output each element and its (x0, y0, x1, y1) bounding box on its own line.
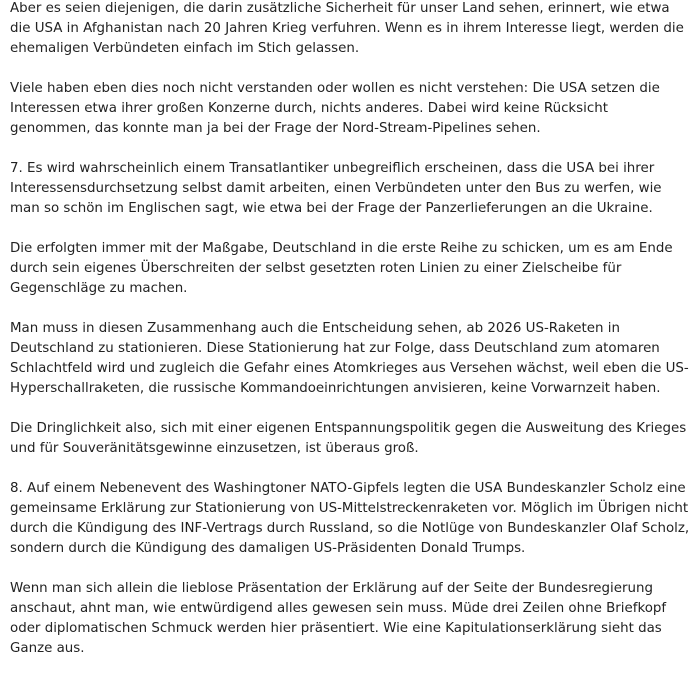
paragraph-afghanistan: Aber es seien diejenigen, die darin zusätzliche Sicherheit für unser Land sehen, erinnert, wie etwa die USA in Afghanistan nach 20 Jahren Krieg verfuhren. Wenn es in ihrem Interesse liegt, werden die ehemaligen Verbündeten einfach im Stich gelassen. (10, 1, 684, 56)
paragraph-point-8: 8. Auf einem Nebenevent des Washingtoner NATO-Gipfels legten die USA Bundeskanzler Scholz eine gemeinsame Erklärung zur Stationierung von US-Mittelstreckenraketen vor. Möglich im Übrigen nicht durch die Kündigung des INF-Vertrags durch Russland, so die Notlüge von Bundeskanzler Olaf Scholz, sondern durch die Kündigung des damaligen US-Präsidenten Donald Trumps. (10, 481, 690, 556)
paragraph-missile-stationing: Man muss in diesen Zusammenhang auch die Entscheidung sehen, ab 2026 US-Raketen in Deutschland zu stationieren. Diese Stationierung hat zur Folge, dass Deutschland zum atomaren Schlachtfeld wird und zugleich die Gefahr eines Atomkrieges aus Versehen wächst, weil eben die US-Hyperschallraketen, die russische Kommandoeinrichtungen anvisieren, keine Vorwarnzeit haben. (10, 321, 689, 396)
paragraph-point-7: 7. Es wird wahrscheinlich einem Transatlantiker unbegreiflich erscheinen, dass die USA bei ihrer Interessensdurchsetzung selbst damit arbeiten, einen Verbündeten unter den Bus zu werfen, wie man so schön im Englischen sagt, wie etwa bei der Frage der Panzerlieferungen an die Ukraine. (10, 161, 662, 216)
paragraph-us-interests: Viele haben eben dies noch nicht verstanden oder wollen es nicht verstehen: Die USA setzen die Interessen etwa ihrer großen Konzerne durch, nichts anderes. Dabei wird keine Rücksicht genommen, das konnte man ja bei der Frage der Nord-Stream-Pipelines sehen. (10, 81, 660, 136)
article-body (10, 0, 690, 679)
paragraph-front-line: Die erfolgten immer mit der Maßgabe, Deutschland in die erste Reihe zu schicken, um es am Ende durch sein eigenes Überschreiten der selbst gesetzten roten Linien zu einer Zielscheibe für Gegenschläge zu machen. (10, 241, 673, 296)
paragraph-presentation: Wenn man sich allein die lieblose Präsentation der Erklärung auf der Seite der Bundesregierung anschaut, ahnt man, wie entwürdigend alles gewesen sein muss. Müde drei Zeilen ohne Briefkopf oder diplomatischen Schmuck werden hier präsentiert. Wie eine Kapitulationserklärung sieht das Ganze aus. (10, 581, 667, 656)
paragraph-urgency: Die Dringlichkeit also, sich mit einer eigenen Entspannungspolitik gegen die Ausweitung des Krieges und für Souveränitätsgewinne einzusetzen, ist überaus groß. (10, 421, 687, 456)
